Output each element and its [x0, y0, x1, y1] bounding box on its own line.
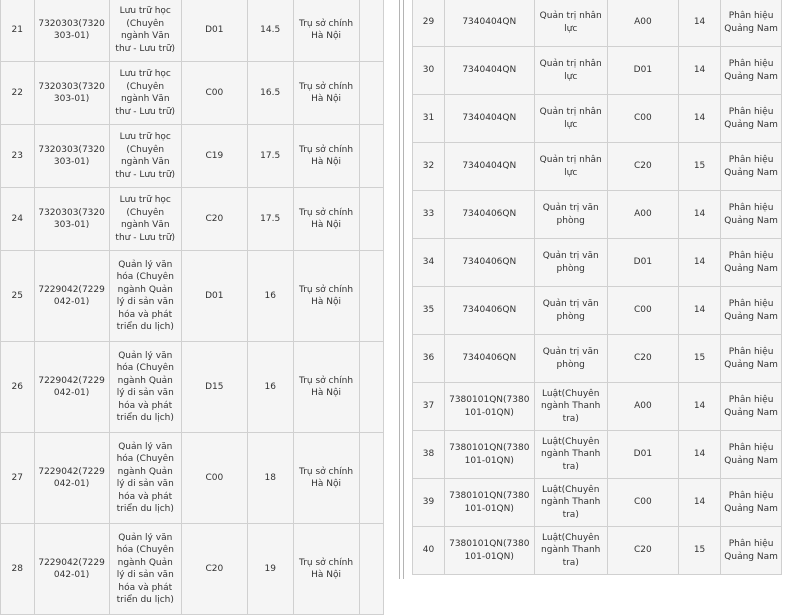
campus-cell: [721, 191, 781, 238]
major-code-text: 7320303(7320303-01): [38, 144, 105, 167]
row-number-cell: [413, 431, 444, 478]
subject-combination-cell: [608, 287, 678, 334]
subject-combination-text: D01: [633, 257, 653, 268]
table-row: [413, 335, 781, 382]
major-name-text: Quản trị văn phòng: [542, 347, 599, 370]
major-name-text: Quản trị văn phòng: [542, 251, 599, 274]
cutoff-score-text: 14: [693, 401, 706, 412]
cutoff-score-text: 16: [264, 381, 276, 392]
campus-text: Trụ sở chính Hà Nội: [299, 284, 354, 307]
subject-combination-cell: [608, 527, 678, 574]
table-row: [413, 47, 781, 94]
cutoff-score-cell: [248, 524, 293, 614]
cutoff-score-cell: [679, 335, 720, 382]
cutoff-score-cell: [248, 125, 293, 187]
subject-combination-text: A00: [634, 209, 652, 220]
campus-text: Trụ sở chính Hà Nội: [299, 144, 354, 167]
campus-text: Phân hiệu Quảng Nam: [724, 203, 778, 226]
major-name-text: Quản trị nhân lực: [539, 155, 602, 178]
campus-text: Phân hiệu Quảng Nam: [724, 155, 778, 178]
subject-combination-cell: [182, 433, 247, 523]
row-number-text: 33: [422, 209, 435, 220]
campus-cell: [721, 383, 781, 430]
campus-cell: [294, 62, 359, 124]
campus-text: Phân hiệu Quảng Nam: [724, 251, 778, 274]
major-code-text: 7380101QN(7380101-01QN): [449, 443, 530, 466]
table-row: [413, 239, 781, 286]
campus-text: Phân hiệu Quảng Nam: [724, 347, 778, 370]
subject-combination-text: A00: [634, 17, 652, 28]
major-name-text: Luật(Chuyên ngành Thanh tra): [541, 436, 601, 472]
cutoff-score-text: 14: [693, 113, 706, 124]
cutoff-score-cell: [248, 342, 293, 432]
major-name-cell: [535, 335, 607, 382]
major-name-cell: [535, 0, 607, 46]
subject-combination-cell: [182, 342, 247, 432]
cutoff-score-cell: [679, 383, 720, 430]
row-number-text: 38: [422, 449, 435, 460]
major-code-text: 7340406QN: [462, 257, 517, 268]
campus-text: Phân hiệu Quảng Nam: [724, 299, 778, 322]
major-code-cell: [35, 0, 109, 61]
cutoff-score-text: 17.5: [260, 213, 281, 224]
campus-cell: [721, 287, 781, 334]
blank-cell: [360, 188, 383, 250]
major-code-text: 7320303(7320303-01): [38, 207, 105, 230]
major-code-cell: [35, 62, 109, 124]
major-code-text: 7229042(7229042-01): [38, 466, 105, 489]
campus-cell: [721, 431, 781, 478]
row-number-text: 24: [11, 213, 23, 224]
campus-text: Phân hiệu Quảng Nam: [724, 11, 778, 34]
row-number-text: 34: [422, 257, 435, 268]
admission-scores-table-left: [0, 0, 384, 615]
major-name-cell: [535, 383, 607, 430]
subject-combination-cell: [608, 95, 678, 142]
campus-cell: [721, 47, 781, 94]
row-number-cell: [413, 383, 444, 430]
row-number-text: 40: [422, 545, 435, 556]
cutoff-score-text: 14.5: [260, 24, 281, 35]
campus-cell: [721, 95, 781, 142]
campus-text: Trụ sở chính Hà Nội: [299, 81, 354, 104]
major-name-text: Quản trị văn phòng: [542, 203, 599, 226]
campus-text: Phân hiệu Quảng Nam: [724, 395, 778, 418]
campus-cell: [721, 527, 781, 574]
major-name-cell: [535, 47, 607, 94]
major-name-cell: [110, 188, 181, 250]
major-name-text: Quản lý văn hóa (Chuyên ngành Quản lý di sản văn hóa và phát triển du lịch): [116, 350, 174, 423]
subject-combination-text: C20: [634, 545, 652, 556]
major-name-cell: [535, 527, 607, 574]
campus-text: Trụ sở chính Hà Nội: [299, 466, 354, 489]
table-row: [1, 0, 383, 61]
subject-combination-cell: [608, 239, 678, 286]
major-code-cell: [35, 342, 109, 432]
subject-combination-text: D01: [205, 290, 224, 301]
cutoff-score-cell: [679, 431, 720, 478]
table-row: [413, 143, 781, 190]
table-row: [1, 524, 383, 614]
campus-cell: [294, 433, 359, 523]
cutoff-score-cell: [248, 62, 293, 124]
row-number-text: 32: [422, 161, 435, 172]
subject-combination-text: C20: [205, 563, 224, 574]
cutoff-score-text: 16: [264, 290, 276, 301]
major-name-text: Luật(Chuyên ngành Thanh tra): [541, 532, 601, 568]
cutoff-score-text: 14: [693, 449, 706, 460]
major-code-text: 7380101QN(7380101-01QN): [449, 491, 530, 514]
major-code-cell: [35, 524, 109, 614]
table-row: [413, 479, 781, 526]
cutoff-score-text: 14: [693, 17, 706, 28]
subject-combination-cell: [608, 143, 678, 190]
major-code-cell: [445, 47, 534, 94]
major-code-cell: [445, 239, 534, 286]
panel-divider: [399, 0, 400, 579]
major-name-cell: [110, 433, 181, 523]
subject-combination-text: D01: [633, 449, 653, 460]
row-number-text: 26: [11, 381, 23, 392]
major-name-cell: [110, 62, 181, 124]
cutoff-score-cell: [679, 287, 720, 334]
subject-combination-cell: [608, 191, 678, 238]
subject-combination-cell: [182, 188, 247, 250]
cutoff-score-text: 15: [693, 161, 706, 172]
blank-cell: [360, 0, 383, 61]
major-name-text: Quản trị văn phòng: [542, 299, 599, 322]
cutoff-score-text: 18: [264, 472, 276, 483]
blank-cell: [360, 342, 383, 432]
subject-combination-text: C20: [634, 161, 652, 172]
row-number-text: 25: [11, 290, 23, 301]
table-row: [413, 191, 781, 238]
row-number-cell: [413, 479, 444, 526]
major-name-text: Quản trị nhân lực: [539, 59, 602, 82]
row-number-text: 37: [422, 401, 435, 412]
major-name-cell: [110, 524, 181, 614]
row-number-cell: [413, 239, 444, 286]
cutoff-score-text: 16.5: [260, 87, 281, 98]
panel-divider: [403, 0, 404, 579]
major-name-text: Quản trị nhân lực: [539, 107, 602, 130]
row-number-text: 22: [11, 87, 23, 98]
major-code-text: 7340406QN: [462, 209, 517, 220]
major-code-text: 7340404QN: [462, 161, 517, 172]
cutoff-score-cell: [679, 0, 720, 46]
cutoff-score-text: 14: [693, 305, 706, 316]
cutoff-score-cell: [679, 143, 720, 190]
table-row: [1, 188, 383, 250]
cutoff-score-cell: [679, 47, 720, 94]
table-row: [1, 342, 383, 432]
campus-cell: [721, 239, 781, 286]
major-code-text: 7320303(7320303-01): [38, 81, 105, 104]
row-number-text: 35: [422, 305, 435, 316]
campus-text: Trụ sở chính Hà Nội: [299, 18, 354, 41]
major-code-text: 7340406QN: [462, 353, 517, 364]
subject-combination-cell: [182, 125, 247, 187]
blank-cell: [360, 251, 383, 341]
subject-combination-text: C00: [634, 113, 652, 124]
major-code-cell: [445, 191, 534, 238]
subject-combination-cell: [182, 524, 247, 614]
major-name-cell: [110, 0, 181, 61]
major-code-cell: [35, 188, 109, 250]
subject-combination-text: C00: [205, 87, 224, 98]
major-code-cell: [445, 479, 534, 526]
row-number-cell: [1, 342, 34, 432]
cutoff-score-text: 14: [693, 497, 706, 508]
major-code-cell: [445, 431, 534, 478]
table-row: [413, 431, 781, 478]
major-name-text: Lưu trữ học (Chuyên ngành Văn thư - Lưu trữ): [115, 132, 176, 180]
row-number-cell: [413, 143, 444, 190]
major-code-text: 7320303(7320303-01): [38, 18, 105, 41]
major-name-text: Lưu trữ học (Chuyên ngành Văn thư - Lưu trữ): [115, 6, 176, 54]
subject-combination-cell: [608, 431, 678, 478]
campus-cell: [721, 335, 781, 382]
row-number-cell: [413, 335, 444, 382]
cutoff-score-cell: [679, 95, 720, 142]
row-number-text: 27: [11, 472, 23, 483]
major-name-text: Quản lý văn hóa (Chuyên ngành Quản lý di sản văn hóa và phát triển du lịch): [116, 532, 174, 605]
campus-text: Phân hiệu Quảng Nam: [724, 443, 778, 466]
major-name-text: Luật(Chuyên ngành Thanh tra): [541, 484, 601, 520]
row-number-cell: [413, 47, 444, 94]
blank-cell: [360, 524, 383, 614]
row-number-cell: [1, 188, 34, 250]
campus-text: Phân hiệu Quảng Nam: [724, 539, 778, 562]
subject-combination-cell: [182, 62, 247, 124]
major-name-cell: [110, 125, 181, 187]
row-number-cell: [413, 527, 444, 574]
major-code-text: 7340404QN: [462, 113, 517, 124]
row-number-cell: [413, 287, 444, 334]
subject-combination-text: C20: [634, 353, 652, 364]
row-number-text: 29: [422, 17, 435, 28]
major-name-text: Quản lý văn hóa (Chuyên ngành Quản lý di sản văn hóa và phát triển du lịch): [116, 441, 174, 514]
subject-combination-text: C20: [205, 213, 224, 224]
subject-combination-cell: [608, 383, 678, 430]
cutoff-score-text: 14: [693, 65, 706, 76]
subject-combination-cell: [608, 479, 678, 526]
campus-text: Phân hiệu Quảng Nam: [724, 491, 778, 514]
major-name-cell: [110, 251, 181, 341]
cutoff-score-cell: [679, 527, 720, 574]
major-name-cell: [535, 431, 607, 478]
subject-combination-cell: [608, 335, 678, 382]
campus-cell: [294, 524, 359, 614]
subject-combination-text: C00: [205, 472, 224, 483]
major-name-cell: [535, 239, 607, 286]
campus-text: Phân hiệu Quảng Nam: [724, 59, 778, 82]
subject-combination-text: C19: [205, 150, 224, 161]
row-number-cell: [413, 191, 444, 238]
row-number-cell: [1, 0, 34, 61]
major-name-cell: [110, 342, 181, 432]
subject-combination-cell: [608, 0, 678, 46]
table-row: [413, 287, 781, 334]
campus-cell: [721, 143, 781, 190]
cutoff-score-text: 14: [693, 257, 706, 268]
major-code-cell: [445, 0, 534, 46]
major-name-cell: [535, 479, 607, 526]
campus-text: Trụ sở chính Hà Nội: [299, 375, 354, 398]
subject-combination-text: D01: [205, 24, 224, 35]
major-code-cell: [445, 383, 534, 430]
major-code-text: 7229042(7229042-01): [38, 557, 105, 580]
major-name-text: Luật(Chuyên ngành Thanh tra): [541, 388, 601, 424]
major-code-cell: [35, 125, 109, 187]
table-row: [413, 383, 781, 430]
cutoff-score-cell: [248, 433, 293, 523]
campus-text: Phân hiệu Quảng Nam: [724, 107, 778, 130]
campus-cell: [294, 125, 359, 187]
cutoff-score-cell: [248, 0, 293, 61]
row-number-text: 21: [11, 24, 23, 35]
cutoff-score-text: 14: [693, 209, 706, 220]
left-table-panel: [0, 0, 384, 605]
row-number-cell: [1, 125, 34, 187]
major-code-cell: [445, 287, 534, 334]
subject-combination-cell: [182, 0, 247, 61]
right-table-panel: [412, 0, 782, 579]
table-row: [413, 0, 781, 46]
blank-cell: [360, 433, 383, 523]
cutoff-score-text: 15: [693, 545, 706, 556]
campus-text: Trụ sở chính Hà Nội: [299, 557, 354, 580]
row-number-cell: [413, 95, 444, 142]
table-row: [413, 95, 781, 142]
cutoff-score-cell: [248, 188, 293, 250]
campus-cell: [721, 479, 781, 526]
major-name-cell: [535, 143, 607, 190]
major-name-cell: [535, 287, 607, 334]
cutoff-score-text: 19: [264, 563, 276, 574]
row-number-text: 23: [11, 150, 23, 161]
major-code-cell: [445, 527, 534, 574]
blank-cell: [360, 125, 383, 187]
cutoff-score-cell: [248, 251, 293, 341]
campus-cell: [294, 251, 359, 341]
row-number-text: 36: [422, 353, 435, 364]
table-row: [1, 125, 383, 187]
table-row: [413, 527, 781, 574]
cutoff-score-cell: [679, 191, 720, 238]
major-code-text: 7380101QN(7380101-01QN): [449, 539, 530, 562]
major-code-cell: [35, 433, 109, 523]
major-code-text: 7229042(7229042-01): [38, 284, 105, 307]
row-number-text: 31: [422, 113, 435, 124]
table-row: [1, 251, 383, 341]
cutoff-score-cell: [679, 479, 720, 526]
major-code-text: 7340404QN: [462, 17, 517, 28]
subject-combination-text: D01: [633, 65, 653, 76]
cutoff-score-text: 15: [693, 353, 706, 364]
row-number-text: 30: [422, 65, 435, 76]
row-number-cell: [413, 0, 444, 46]
major-code-text: 7340404QN: [462, 65, 517, 76]
subject-combination-cell: [608, 47, 678, 94]
major-name-cell: [535, 191, 607, 238]
subject-combination-text: D15: [205, 381, 224, 392]
row-number-cell: [1, 524, 34, 614]
major-name-text: Lưu trữ học (Chuyên ngành Văn thư - Lưu trữ): [115, 195, 176, 243]
major-name-text: Quản trị nhân lực: [539, 11, 602, 34]
row-number-cell: [1, 251, 34, 341]
row-number-cell: [1, 433, 34, 523]
blank-cell: [360, 62, 383, 124]
cutoff-score-cell: [679, 239, 720, 286]
campus-cell: [721, 0, 781, 46]
subject-combination-text: C00: [634, 305, 652, 316]
subject-combination-cell: [182, 251, 247, 341]
major-code-text: 7229042(7229042-01): [38, 375, 105, 398]
row-number-cell: [1, 62, 34, 124]
major-code-text: 7380101QN(7380101-01QN): [449, 395, 530, 418]
major-code-text: 7340406QN: [462, 305, 517, 316]
table-row: [1, 433, 383, 523]
campus-cell: [294, 188, 359, 250]
subject-combination-text: A00: [634, 401, 652, 412]
major-code-cell: [445, 95, 534, 142]
major-code-cell: [445, 143, 534, 190]
major-code-cell: [445, 335, 534, 382]
subject-combination-text: C00: [634, 497, 652, 508]
cutoff-score-text: 17.5: [260, 150, 281, 161]
major-code-cell: [35, 251, 109, 341]
major-name-text: Lưu trữ học (Chuyên ngành Văn thư - Lưu trữ): [115, 69, 176, 117]
row-number-text: 39: [422, 497, 435, 508]
campus-cell: [294, 342, 359, 432]
major-name-text: Quản lý văn hóa (Chuyên ngành Quản lý di sản văn hóa và phát triển du lịch): [116, 259, 174, 332]
campus-text: Trụ sở chính Hà Nội: [299, 207, 354, 230]
major-name-cell: [535, 95, 607, 142]
campus-cell: [294, 0, 359, 61]
admission-scores-table-right: [412, 0, 782, 575]
row-number-text: 28: [11, 563, 23, 574]
table-row: [1, 62, 383, 124]
